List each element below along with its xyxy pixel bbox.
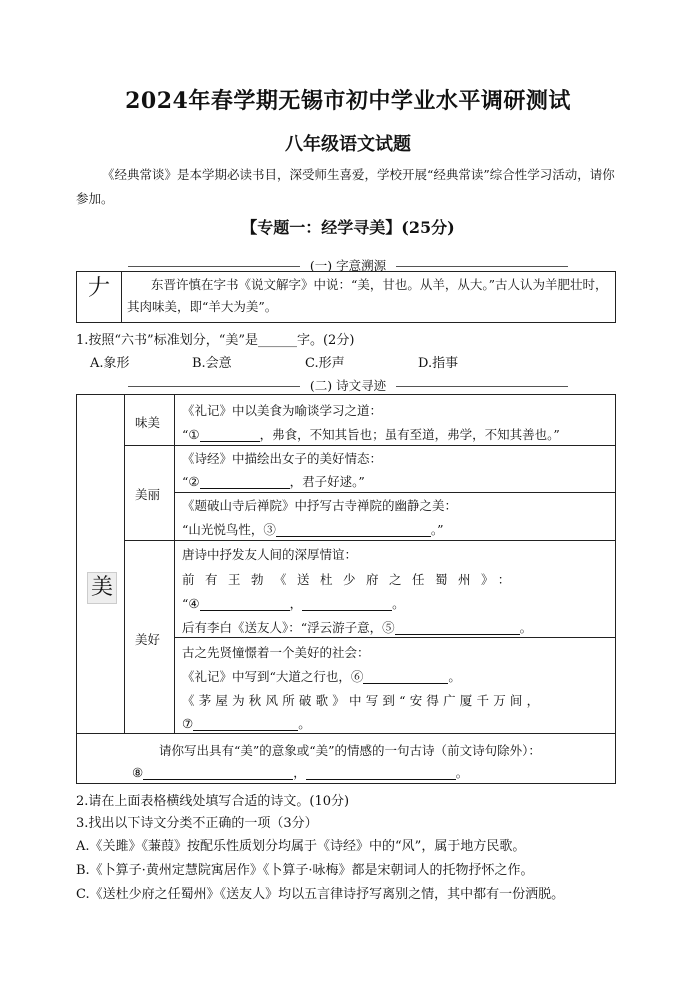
meili-b-line1: 《题破山寺后禅院》中抒写古寺禅院的幽静之美： xyxy=(182,498,458,513)
meihao-a4-suffix: 。 xyxy=(519,620,533,635)
blank-2[interactable] xyxy=(200,474,290,489)
q1-option-a: A.象形 xyxy=(90,356,130,371)
q3-option-a: A.《关雎》《蒹葭》按配乐性质划分均属于《诗经》中的“风”，属于地方民歌。 xyxy=(76,839,526,854)
blank-3[interactable] xyxy=(276,522,431,537)
part2-label: (二) 诗文寻迹 xyxy=(309,378,387,393)
meili-b-line2 xyxy=(182,520,444,538)
divider xyxy=(396,266,568,267)
meili-b-prefix: “山光悦鸟性，③ xyxy=(182,522,276,537)
meili-a-suffix: ，君子好逑。” xyxy=(289,474,365,489)
quote-text: 东晋许慎在字书《说文解字》中说：“美，甘也。从羊，从大。”古人认为羊肥壮时，其肉味美，即“羊大为美”。 xyxy=(127,277,608,314)
meihao-a3-prefix: “④ xyxy=(182,596,200,611)
glyph-cell xyxy=(77,272,122,322)
q1-option-b: B.会意 xyxy=(192,356,232,371)
exam-title: 2024年春学期无锡市初中学业水平调研测试 xyxy=(125,88,571,114)
meihao-b4-prefix: ⑦ xyxy=(182,716,194,731)
q1-option-d: D.指事 xyxy=(418,356,459,371)
meili-a-line1: 《诗经》中描绘出女子的美好情态： xyxy=(182,451,383,466)
question-3: 3.找出以下诗文分类不正确的一项（3分） xyxy=(76,816,318,831)
blank-6[interactable] xyxy=(363,669,448,684)
row-label-meili: 美丽 xyxy=(135,487,161,502)
extra-line2 xyxy=(132,763,468,781)
extra-mid: ， xyxy=(293,765,306,780)
meili-b-suffix: 。” xyxy=(430,522,444,537)
meihao-a3-mid: ， xyxy=(289,596,303,611)
extra-suffix: 。 xyxy=(455,765,469,780)
blank-1[interactable] xyxy=(200,427,260,442)
meihao-b-line2 xyxy=(182,667,461,685)
blank-4b[interactable] xyxy=(302,596,392,611)
exam-subtitle: 八年级语文试题 xyxy=(285,134,411,155)
part2-heading xyxy=(0,376,696,394)
weimei-line1: 《礼记》中以美食为喻谈学习之道： xyxy=(182,403,383,418)
meihao-a3-suffix: 。 xyxy=(392,596,405,611)
meili-a-line2 xyxy=(182,472,365,490)
poetry-table xyxy=(76,394,616,784)
row-label-weimei: 味美 xyxy=(135,415,161,430)
row-label-meihao: 美好 xyxy=(135,632,161,647)
meihao-a-line2: 前有王勃《送杜少府之任蜀州》： xyxy=(182,572,521,587)
weimei-line2-prefix: “① xyxy=(182,427,200,442)
meihao-b-line3: 《茅屋为秋风所破歌》中写到“安得广厦千万间， xyxy=(182,693,544,708)
blank-7[interactable] xyxy=(193,716,298,731)
question-2: 2.请在上面表格横线处填写合适的诗文。(10分) xyxy=(76,794,350,809)
meili-a-prefix: “② xyxy=(182,474,200,489)
divider xyxy=(128,266,300,267)
meihao-b-line4 xyxy=(182,714,311,732)
divider xyxy=(396,386,568,387)
meihao-a-line1: 唐诗中抒发友人间的深厚情谊： xyxy=(182,547,358,562)
intro-paragraph: 《经典常谈》是本学期必读书目，深受师生喜爱，学校开展“经典常读”综合性学习活动，请你参加。 xyxy=(76,167,615,206)
part1-label: (一) 字意溯源 xyxy=(309,258,387,273)
extra-line1: 请你写出具有“美”的意象或“美”的情感的一句古诗（前文诗句除外）： xyxy=(159,743,541,758)
weimei-line2 xyxy=(182,425,560,443)
q1-option-c: C.形声 xyxy=(305,356,345,371)
weimei-line2-suffix: ，弗食，不知其旨也；虽有至道，弗学，不知其善也。” xyxy=(259,427,560,442)
meihao-b2-prefix: 《礼记》中写到“大道之行也，⑥ xyxy=(182,669,364,684)
blank-4a[interactable] xyxy=(200,596,290,611)
ancient-glyph: 𠂇 xyxy=(87,276,110,301)
quote-box xyxy=(76,271,616,323)
meihao-a-line3 xyxy=(182,594,405,612)
blank-8a[interactable] xyxy=(143,765,293,780)
section-heading: 【专题一：经学寻美】(25分) xyxy=(241,218,455,237)
q3-option-c: C.《送杜少府之任蜀州》《送友人》均以五言律诗抒写离别之情，其中都有一份洒脱。 xyxy=(76,887,565,902)
meihao-a-line4 xyxy=(182,618,532,636)
question-1: 1.按照“六书”标准划分，“美”是______字。(2分) xyxy=(76,333,355,348)
big-mei-character: 美 xyxy=(87,572,117,604)
q3-option-b: B.《卜算子·黄州定慧院寓居作》《卜算子·咏梅》都是宋朝词人的托物抒怀之作。 xyxy=(76,863,534,878)
blank-5[interactable] xyxy=(395,620,520,635)
meihao-a4-prefix: 后有李白《送友人》：“浮云游子意，⑤ xyxy=(182,620,395,635)
extra-prefix: ⑧ xyxy=(132,765,144,780)
meihao-b2-suffix: 。 xyxy=(448,669,461,684)
blank-8b[interactable] xyxy=(306,765,456,780)
divider xyxy=(128,386,300,387)
meihao-b4-suffix: 。 xyxy=(298,716,311,731)
meihao-b-line1: 古之先贤憧憬着一个美好的社会： xyxy=(182,645,370,660)
